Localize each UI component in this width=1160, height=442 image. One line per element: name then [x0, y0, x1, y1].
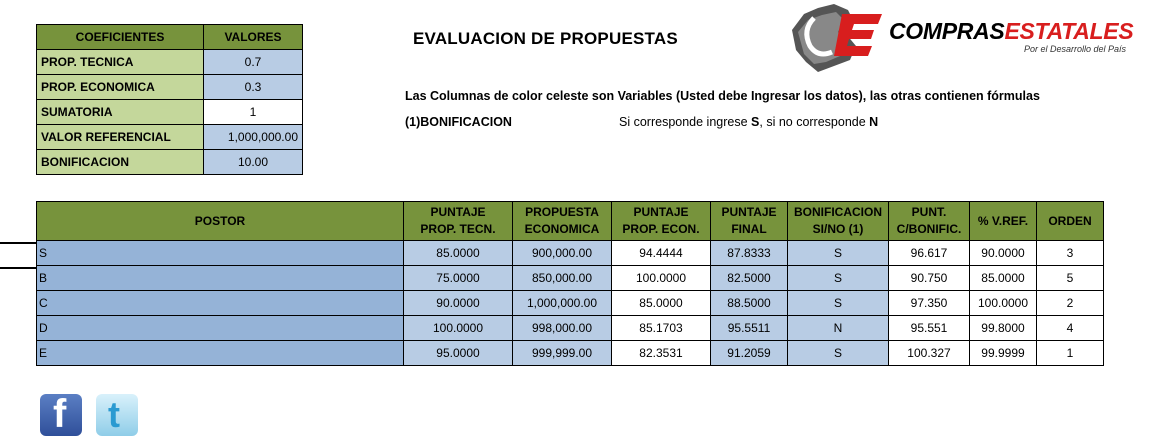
cell-propuesta-econ[interactable]: 850,000.00: [513, 266, 612, 291]
cell-postor[interactable]: D: [37, 316, 404, 341]
table-row: [37, 266, 1104, 291]
cell-propuesta-econ[interactable]: 1,000,000.00: [513, 291, 612, 316]
cell-puntaje-econ: 85.0000: [612, 291, 711, 316]
col-header-bonificacion: [788, 202, 889, 241]
col-header-punt-bonific: [889, 202, 970, 241]
bonif-n-value: N: [869, 115, 879, 129]
cell-bonificacion[interactable]: S: [788, 291, 889, 316]
coef-row: [37, 125, 303, 150]
coef-label-valor-referencial: VALOR REFERENCIAL: [37, 125, 204, 150]
col-header-l2: C/BONIFIC.: [896, 222, 962, 236]
cell-orden: 1: [1037, 341, 1104, 366]
cell-propuesta-econ[interactable]: 900,000.00: [513, 241, 612, 266]
cell-propuesta-econ[interactable]: 998,000.00: [513, 316, 612, 341]
cell-orden: 2: [1037, 291, 1104, 316]
cell-bonificacion[interactable]: S: [788, 341, 889, 366]
coefficients-table: [36, 24, 303, 175]
page-title: EVALUACION DE PROPUESTAS: [413, 29, 678, 48]
col-header-puntaje-econ: [612, 202, 711, 241]
cell-puntaje-final: 87.8333: [711, 241, 788, 266]
coef-value-valor-referencial[interactable]: 1,000,000.00: [204, 125, 303, 150]
coef-value-sumatoria: 1: [204, 100, 303, 125]
cell-v-ref: 99.9999: [970, 341, 1037, 366]
bonif-s-value: S: [751, 115, 760, 129]
cell-postor[interactable]: C: [37, 291, 404, 316]
facebook-icon[interactable]: [40, 394, 82, 436]
col-header-l1: PUNT.: [911, 205, 947, 219]
logo-word-estatales: ESTATALES: [1004, 18, 1134, 44]
col-header-propuesta-econ: [513, 202, 612, 241]
cell-punt-bonific: 90.750: [889, 266, 970, 291]
col-header-orden: [1037, 202, 1104, 241]
row-marker-line: [0, 267, 38, 269]
col-header-l1: PUNTAJE: [430, 205, 486, 219]
cell-postor[interactable]: B: [37, 266, 404, 291]
cell-orden: 4: [1037, 316, 1104, 341]
evaluation-table: [36, 201, 1104, 366]
evaluation-header-row: [37, 202, 1104, 241]
map-emblem-icon: [784, 0, 904, 74]
logo-wordmark: [889, 18, 1133, 45]
coef-row: [37, 50, 303, 75]
cell-puntaje-tecn[interactable]: 95.0000: [404, 341, 513, 366]
cell-puntaje-final: 88.5000: [711, 291, 788, 316]
col-header-l1: BONIFICACION: [794, 205, 882, 219]
twitter-glyph: t: [108, 394, 120, 435]
col-header-v-ref: [970, 202, 1037, 241]
col-header-l1: PUNTAJE: [721, 205, 777, 219]
cell-v-ref: 99.8000: [970, 316, 1037, 341]
coef-label-sumatoria: SUMATORIA: [37, 100, 204, 125]
cell-punt-bonific: 100.327: [889, 341, 970, 366]
cell-punt-bonific: 96.617: [889, 241, 970, 266]
coef-label-bonificacion: BONIFICACION: [37, 150, 204, 175]
col-header-l2: PROP. TECN.: [420, 222, 496, 236]
cell-puntaje-tecn[interactable]: 100.0000: [404, 316, 513, 341]
bonificacion-note-label: (1)BONIFICACION: [405, 115, 512, 129]
cell-puntaje-econ: 82.3531: [612, 341, 711, 366]
table-row: [37, 291, 1104, 316]
bonif-text-part1: Si corresponde ingrese: [619, 115, 752, 129]
facebook-glyph: f: [53, 392, 67, 436]
coef-header-value: VALORES: [204, 25, 303, 50]
cell-punt-bonific: 95.551: [889, 316, 970, 341]
coef-row: [37, 100, 303, 125]
col-header-l1: % V.REF.: [977, 213, 1029, 228]
col-header-l1: PUNTAJE: [633, 205, 689, 219]
cell-propuesta-econ[interactable]: 999,999.00: [513, 341, 612, 366]
cell-puntaje-econ: 85.1703: [612, 316, 711, 341]
col-header-l1: PROPUESTA: [525, 205, 599, 219]
cell-orden: 3: [1037, 241, 1104, 266]
col-header-puntaje-tecn: [404, 202, 513, 241]
cell-puntaje-final: 95.5511: [711, 316, 788, 341]
table-row: [37, 341, 1104, 366]
twitter-icon[interactable]: [96, 394, 138, 436]
col-header-l2: SI/NO (1): [812, 222, 864, 236]
cell-bonificacion[interactable]: N: [788, 316, 889, 341]
cell-postor[interactable]: S: [37, 241, 404, 266]
table-row: [37, 241, 1104, 266]
col-header-l2: FINAL: [731, 222, 767, 236]
cell-orden: 5: [1037, 266, 1104, 291]
coef-label-prop-tecnica: PROP. TECNICA: [37, 50, 204, 75]
cell-v-ref: 90.0000: [970, 241, 1037, 266]
coef-value-prop-economica[interactable]: 0.3: [204, 75, 303, 100]
cell-puntaje-econ: 94.4444: [612, 241, 711, 266]
cell-puntaje-final: 91.2059: [711, 341, 788, 366]
cell-bonificacion[interactable]: S: [788, 266, 889, 291]
coef-label-prop-economica: PROP. ECONOMICA: [37, 75, 204, 100]
cell-punt-bonific: 97.350: [889, 291, 970, 316]
cell-bonificacion[interactable]: S: [788, 241, 889, 266]
col-header-postor: [37, 202, 404, 241]
logo-tagline: Por el Desarrollo del País: [1024, 44, 1127, 54]
col-header-l2: ECONOMICA: [524, 222, 600, 236]
cell-puntaje-tecn[interactable]: 85.0000: [404, 241, 513, 266]
bonif-text-part2: , si no corresponde: [759, 115, 870, 129]
instructions-note: Las Columnas de color celeste son Variables (Usted debe Ingresar los datos), las otras contienen fórmulas: [405, 89, 1040, 103]
cell-v-ref: 85.0000: [970, 266, 1037, 291]
bonificacion-note-text: [619, 115, 878, 129]
cell-puntaje-econ: 100.0000: [612, 266, 711, 291]
coef-value-bonificacion[interactable]: 10.00: [204, 150, 303, 175]
cell-puntaje-tecn[interactable]: 75.0000: [404, 266, 513, 291]
coef-header-label: COEFICIENTES: [37, 25, 204, 50]
cell-puntaje-tecn[interactable]: 90.0000: [404, 291, 513, 316]
col-header-l1: ORDEN: [1048, 213, 1092, 228]
logo-word-compras: COMPRAS: [889, 18, 1005, 44]
col-header-l2: PROP. ECON.: [622, 222, 700, 236]
col-header-postor-text: POSTOR: [194, 213, 246, 228]
cell-v-ref: 100.0000: [970, 291, 1037, 316]
coef-row: [37, 75, 303, 100]
coef-value-prop-tecnica[interactable]: 0.7: [204, 50, 303, 75]
coef-row: [37, 150, 303, 175]
col-header-puntaje-final: [711, 202, 788, 241]
table-row: [37, 316, 1104, 341]
compras-estatales-logo: [784, 0, 1134, 74]
coef-header-row: [37, 25, 303, 50]
row-marker-line: [0, 242, 38, 244]
cell-postor[interactable]: E: [37, 341, 404, 366]
cell-puntaje-final: 82.5000: [711, 266, 788, 291]
